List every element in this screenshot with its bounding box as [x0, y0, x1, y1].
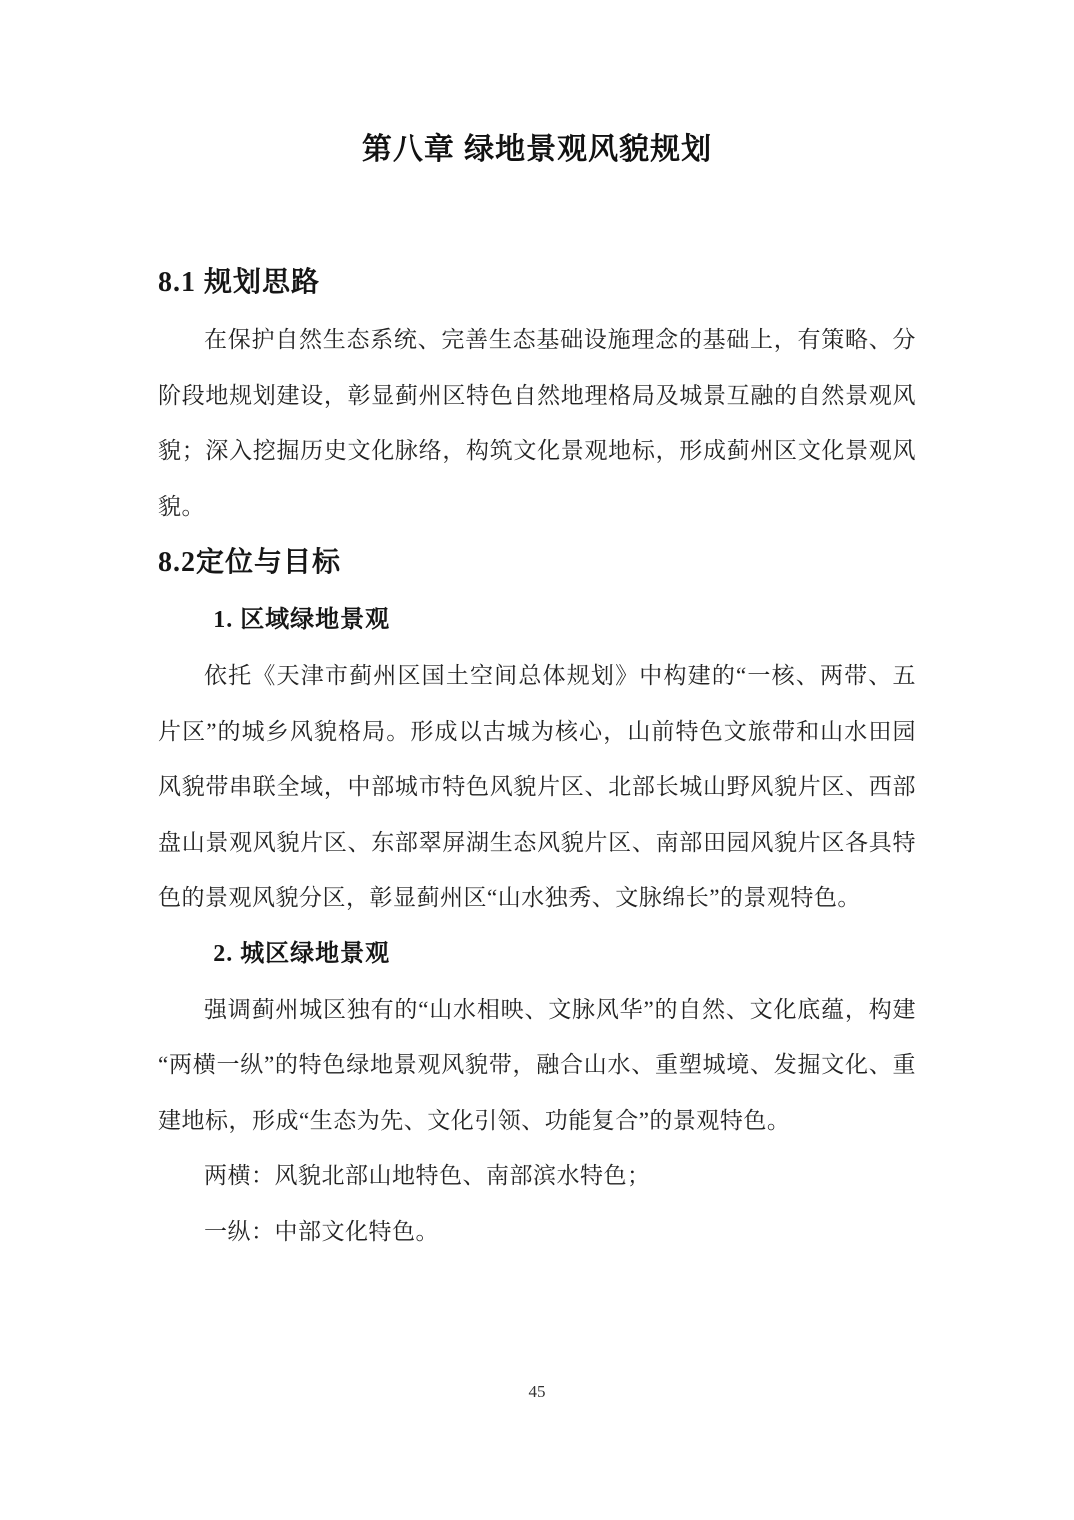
paragraph-planning-approach: 在保护自然生态系统、完善生态基础设施理念的基础上，有策略、分阶段地规划建设，彰显蓟州区特色自然地理格局及城景互融的自然景观风貌；深入挖掘历史文化脉络，构筑文化景观地标，形成蓟州区文化景观风貌。 — [158, 327, 916, 519]
paragraph-urban-greenspace: 强调蓟州城区独有的“山水相映、文脉风华”的自然、文化底蕴，构建“两横一纵”的特色绿地景观风貌带，融合山水、重塑城境、发掘文化、重建地标，形成“生态为先、文化引领、功能复合”的景观特色。 — [158, 996, 916, 1133]
paragraph-regional-greenspace: 依托《天津市蓟州区国土空间总体规划》中构建的“一核、两带、五片区”的城乡风貌格局。形成以古城为核心，山前特色文旅带和山水田园风貌带串联全域，中部城市特色风貌片区、北部长城山野风貌片区、西部盘山景观风貌片区、东部翠屏湖生态风貌片区、南部田园风貌片区各具特色的景观风貌分区，彰显蓟州区“山水独秀、文脉绵长”的景观特色。 — [158, 663, 916, 910]
subsection-heading-regional-greenspace: 1. 区域绿地景观 — [213, 607, 391, 633]
chapter-title: 第八章 绿地景观风貌规划 — [361, 133, 713, 166]
page-number: 45 — [528, 1382, 546, 1401]
paragraph-two-horizontal-axes: 两横：风貌北部山地特色、南部滨水特色； — [204, 1163, 651, 1188]
section-heading-8-2: 8.2定位与目标 — [158, 547, 342, 578]
paragraph-one-vertical-axis: 一纵：中部文化特色。 — [204, 1218, 439, 1244]
subsection-heading-urban-greenspace: 2. 城区绿地景观 — [213, 940, 391, 967]
section-heading-8-1: 8.1 规划思路 — [158, 267, 321, 298]
